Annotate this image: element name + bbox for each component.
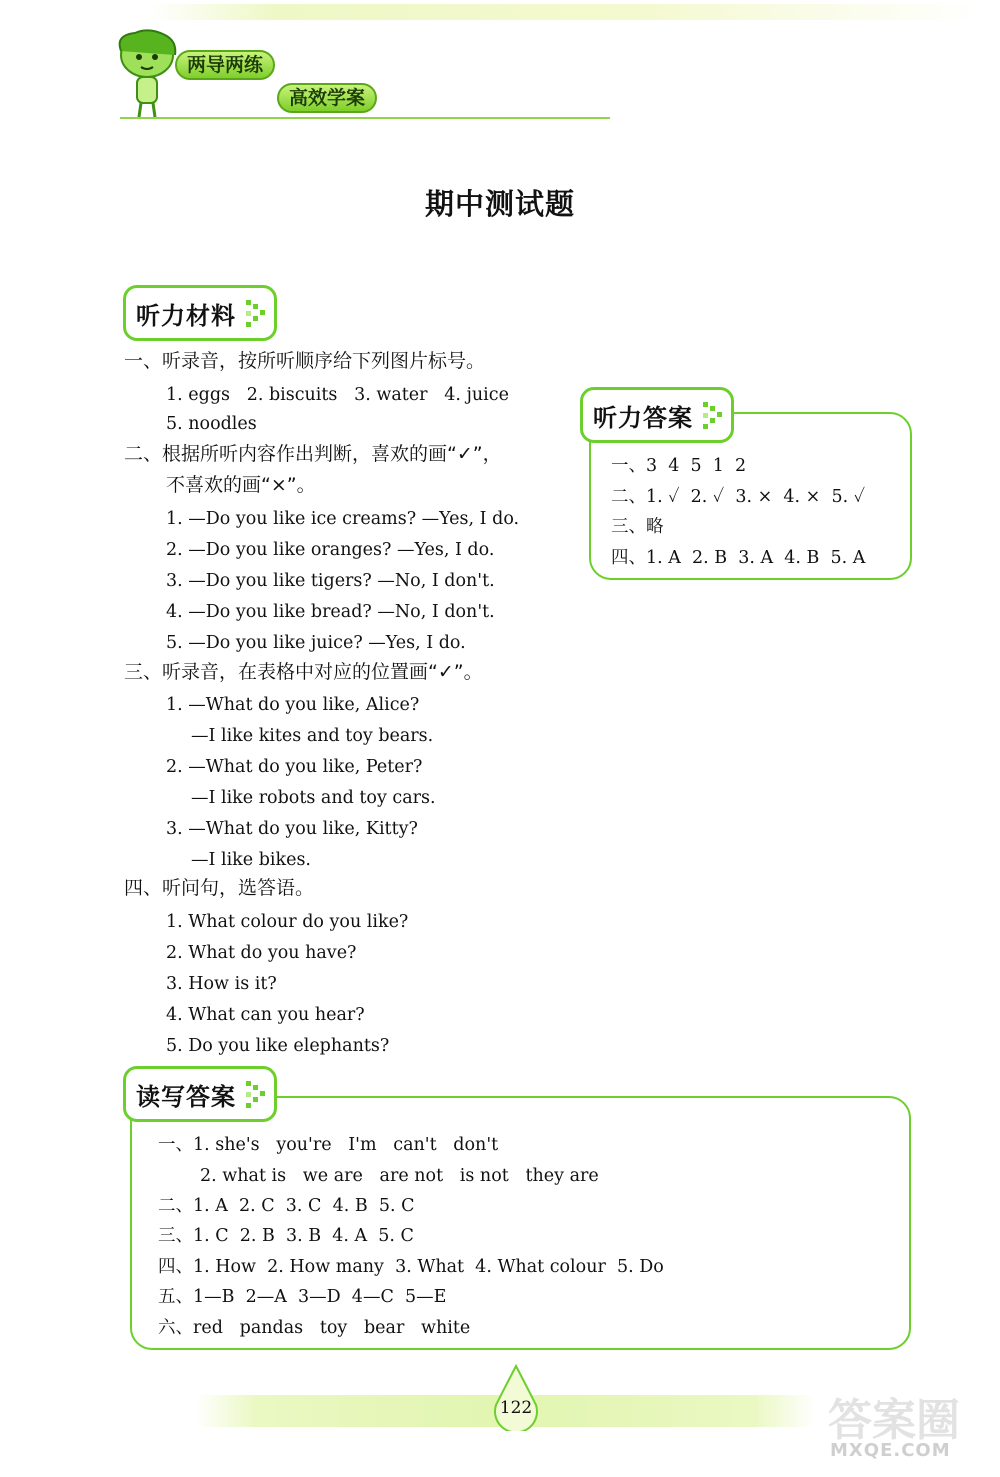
listening-answer-line: 一、3 4 5 1 2 [611,456,747,476]
pixel-arrow-icon [244,298,270,330]
rw-answer-line: 五、1—B 2—A 3—D 4—C 5—E [158,1287,447,1307]
book-header [105,25,605,125]
listening-line: 5. Do you like elephants? [166,1036,390,1056]
listening-line: 5. noodles [166,414,257,434]
watermark-logo: 答案圈 [828,1395,960,1446]
listening-line: 1. eggs 2. biscuits 3. water 4. juice [166,385,509,405]
listening-line: 4. What can you hear? [166,1005,365,1025]
listening-line: 2. —Do you like oranges? —Yes, I do. [166,540,495,560]
rw-answer-line: 一、1. she's you're I'm can't don't [158,1135,499,1155]
listening-section-4-heading: 四、听问句，选答语。 [124,877,315,899]
listening-line: 2. —What do you like, Peter? [166,757,423,777]
listening-line: 3. —Do you like tigers? —No, I don't. [166,571,495,591]
mascot-icon [105,25,185,120]
rw-answer-line: 三、1. C 2. B 3. B 4. A 5. C [158,1226,414,1246]
listening-line: 3. How is it? [166,974,277,994]
listening-line: 1. —What do you like, Alice? [166,695,420,715]
listening-answer-line: 三、略 [611,517,664,537]
listening-answer-line: 四、1. A 2. B 3. A 4. B 5. A [611,548,866,568]
listening-line: —I like bikes. [191,850,311,870]
listening-line: 5. —Do you like juice? —Yes, I do. [166,633,466,653]
series-subtitle-badge: 高效学案 [277,83,377,113]
reading-writing-answers-tag-label: 读写答案 [136,1082,236,1111]
top-decorative-band [150,4,980,20]
rw-answer-line: 六、red pandas toy bear white [158,1318,471,1338]
listening-line: —I like robots and toy cars. [191,788,436,808]
header-underline [120,117,610,119]
pixel-arrow-icon [244,1079,270,1111]
rw-answer-line: 四、1. How 2. How many 3. What 4. What colour 5. Do [158,1257,664,1277]
page-number-drop-icon [490,1363,542,1431]
page-title: 期中测试题 [424,187,575,221]
listening-line: 1. —Do you like ice creams? —Yes, I do. [166,509,520,529]
listening-line: —I like kites and toy bears. [191,726,434,746]
listening-section-1-heading: 一、听录音，按所听顺序给下列图片标号。 [124,350,486,372]
listening-section-2-heading-cont: 不喜欢的画“×”。 [166,474,316,496]
listening-material-tag-label: 听力材料 [136,301,236,330]
page-number: 122 [499,1398,533,1418]
watermark-site: MXQE.COM [830,1440,951,1461]
rw-answer-line: 二、1. A 2. C 3. C 4. B 5. C [158,1196,415,1216]
listening-line: 3. —What do you like, Kitty? [166,819,418,839]
listening-section-3-heading: 三、听录音，在表格中对应的位置画“✓”。 [124,661,483,683]
listening-answers-tag [580,387,734,443]
listening-material-tag [123,285,277,341]
listening-answer-line: 二、1. ✓ 2. ✓ 3. × 4. × 5. ✓ [611,487,865,507]
listening-line: 2. What do you have? [166,943,357,963]
reading-writing-answers-tag [123,1066,277,1122]
listening-line: 1. What colour do you like? [166,912,409,932]
series-badge: 两导两练 [175,50,275,80]
listening-section-2-heading: 二、根据所听内容作出判断，喜欢的画“✓”， [124,443,502,465]
listening-line: 4. —Do you like bread? —No, I don't. [166,602,495,622]
rw-answer-line: 2. what is we are are not is not they are [200,1166,599,1186]
listening-answers-tag-label: 听力答案 [593,403,693,432]
pixel-arrow-icon [701,400,727,432]
